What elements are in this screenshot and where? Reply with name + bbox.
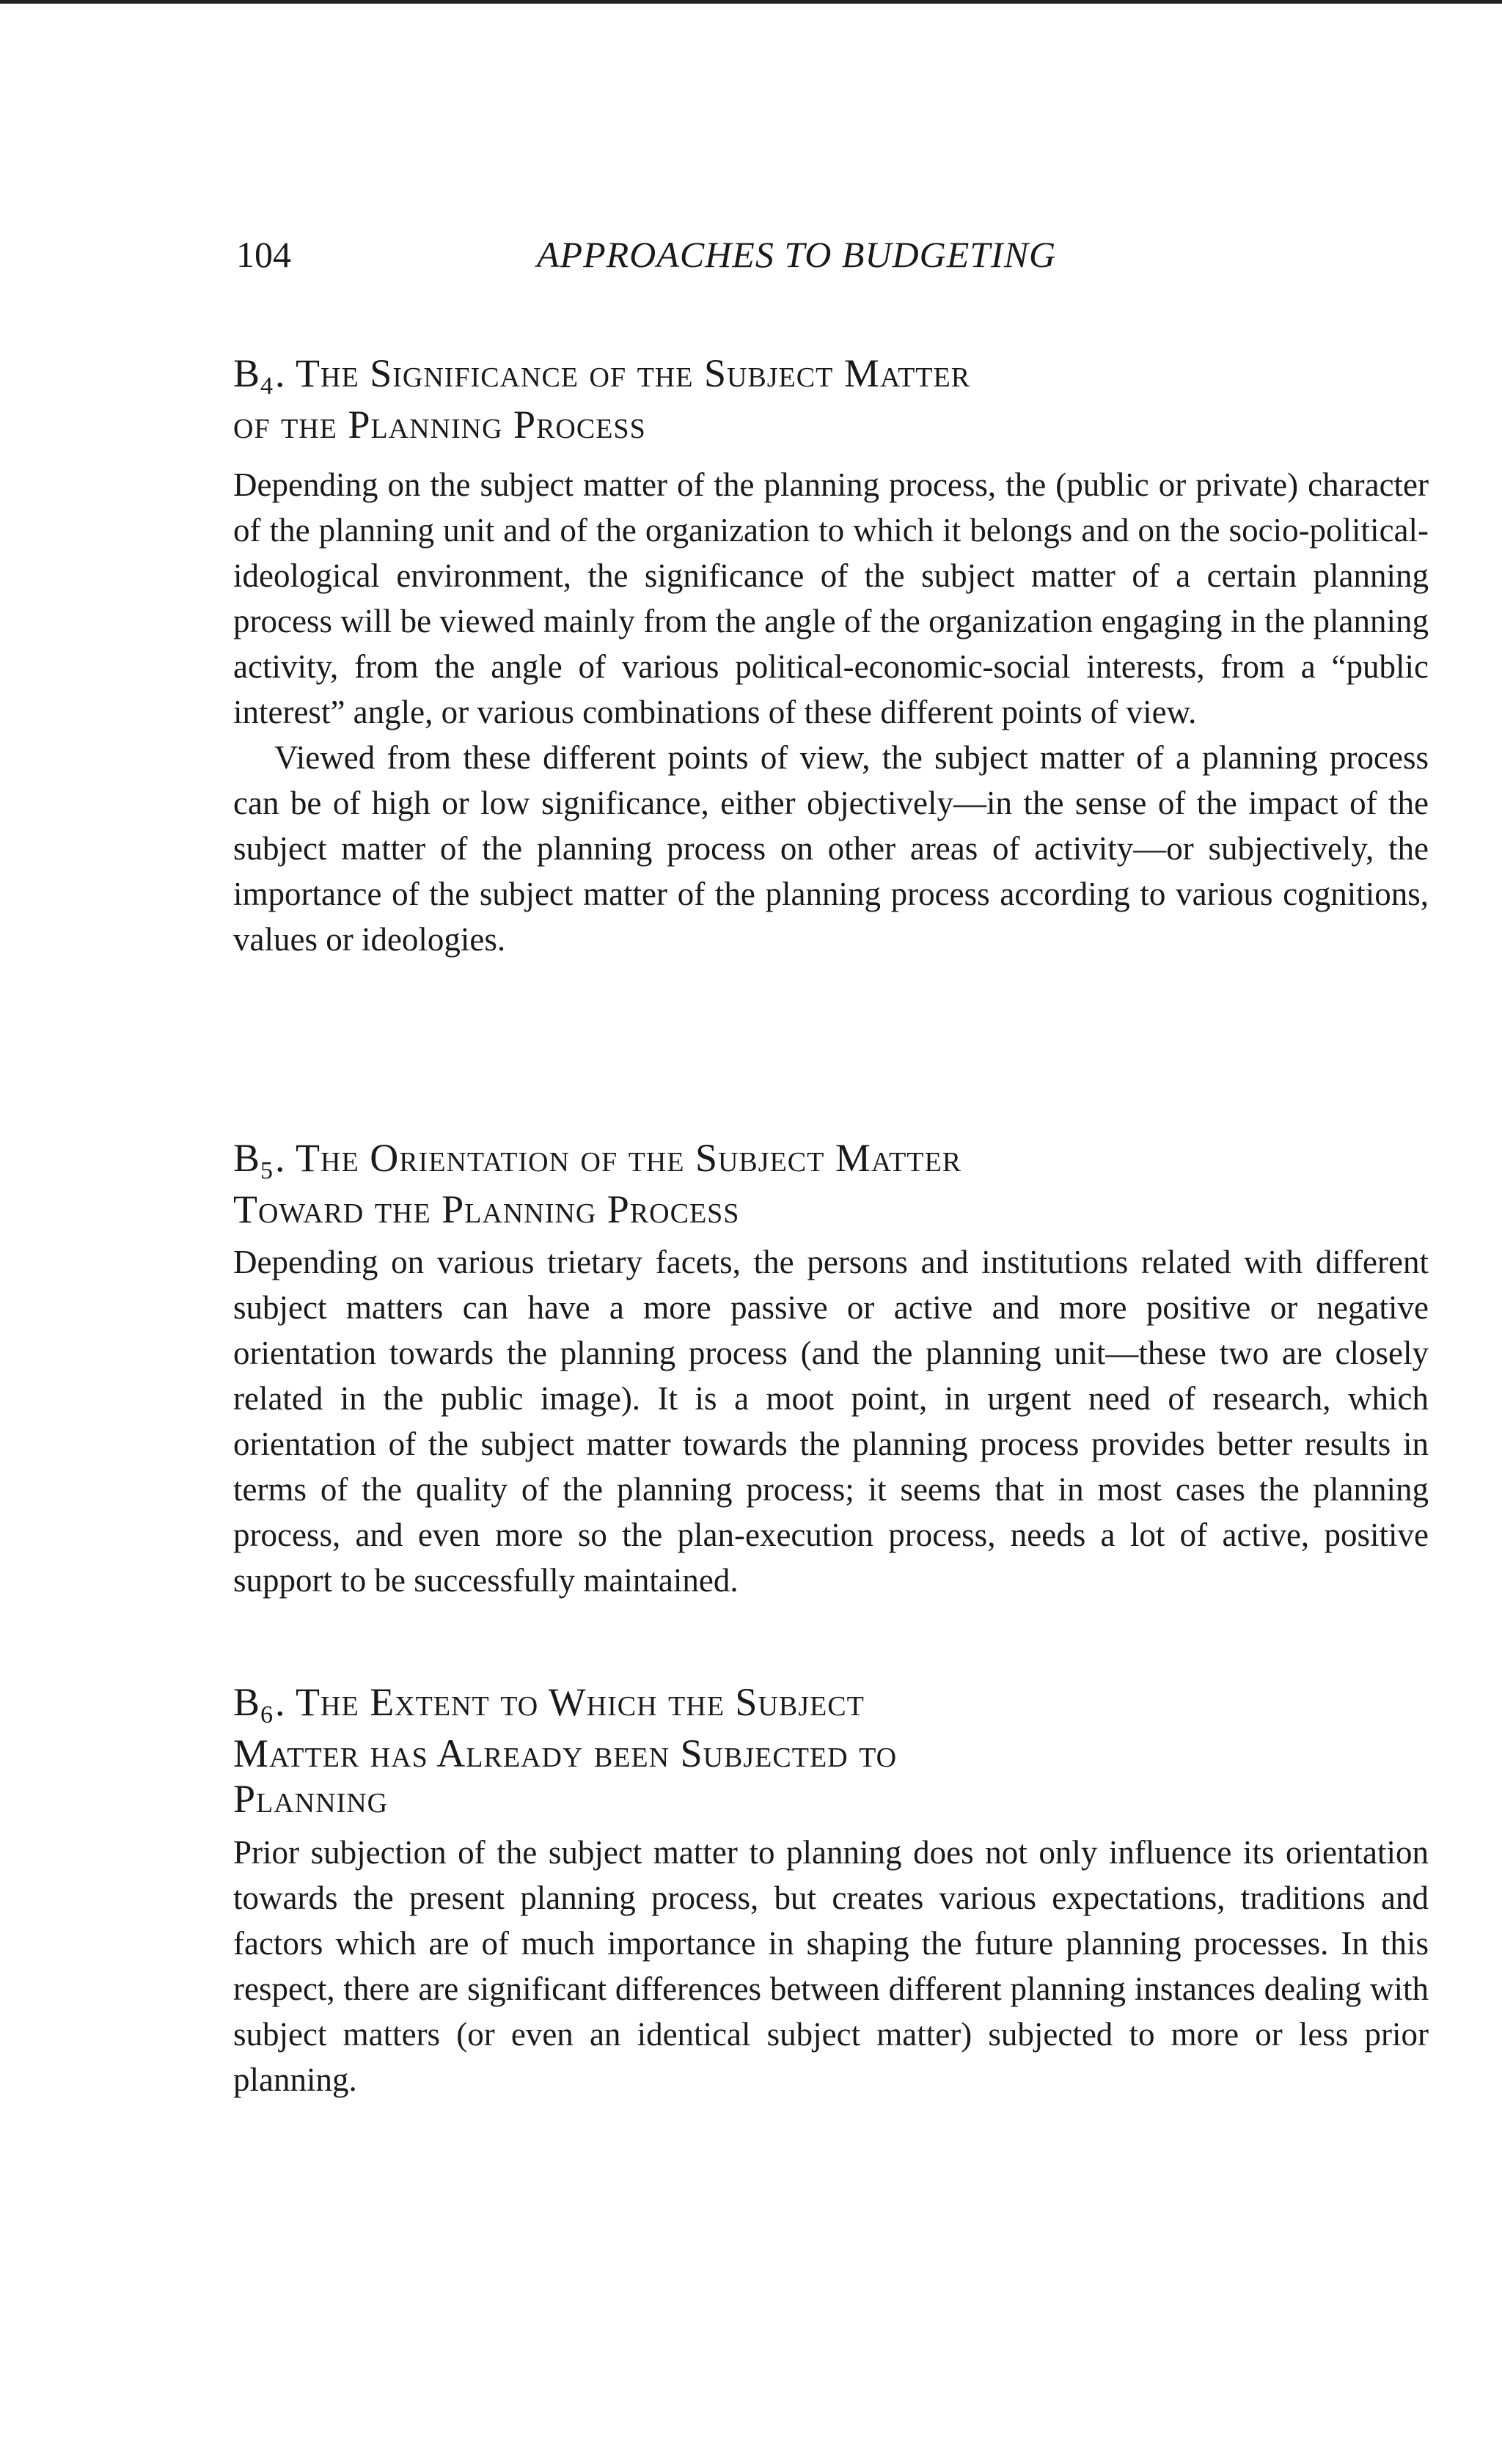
section-body-b4 <box>233 462 1429 962</box>
heading-line: Planning <box>233 1777 389 1821</box>
paragraph: Depending on the subject matter of the planning process, the (public or private) character of the planning unit and of the organization to which it belongs and on the socio-political-ideological environment, the significance of the subject matter of a certain planning process will be viewed mainly from the angle of the organization engaging in the planning activity, from the angle of various political-economic-social interests, from a “public interest” angle, or various combinations of these different points of view. <box>233 466 1429 730</box>
paragraph: Depending on various trietary facets, the persons and institutions related with different subject matters can have a more passive or active and more positive or negative orientation towards the planning process (and the planning unit—these two are closely related in the public image). It is a moot point, in urgent need of research, which orientation of the subject matter towards the planning process provides better results in terms of the quality of the planning process; it seems that in most cases the planning process, and even more so the plan-execution process, needs a lot of active, positive support to be successfully maintained. <box>233 1244 1429 1599</box>
page-top-rule <box>0 0 1502 4</box>
section-body-b6 <box>233 1830 1429 2102</box>
paragraph: Prior subjection of the subject matter to planning does not only influence its orientation towards the present planning process, but creates various expectations, traditions and factors which are of much importance in shaping the future planning processes. In this respect, there are significant differences between different planning instances dealing with subject matters (or even an identical subject matter) subjected to more or less prior planning. <box>233 1834 1429 2098</box>
heading-subscript: 4 <box>260 373 274 400</box>
section-heading-b4 <box>233 351 1436 447</box>
heading-subscript: 5 <box>260 1157 274 1184</box>
section-heading-b5 <box>233 1135 1436 1232</box>
page-number: 104 <box>236 234 291 275</box>
paragraph: Viewed from these different points of view, the subject matter of a planning process can be of high or low significance, either objectively—in the sense of the impact of the subject matter of the planning process on other areas of activity—or subjectively, the importance of the subject matter of the planning process according to various cognitions, values or ideologies. <box>233 739 1429 958</box>
heading-line: B6. The Extent to Which the Subject <box>233 1680 865 1728</box>
heading-line: Toward the Planning Process <box>233 1187 740 1231</box>
heading-subscript: 6 <box>260 1701 274 1728</box>
section-body-b5 <box>233 1239 1429 1603</box>
heading-line: B5. The Orientation of the Subject Matter <box>233 1136 962 1184</box>
running-title: APPROACHES TO BUDGETING <box>537 234 1057 275</box>
section-heading-b6 <box>233 1679 1436 1822</box>
heading-line: Matter has Already been Subjected to <box>233 1731 898 1775</box>
heading-line: B4. The Significance of the Subject Matter <box>233 351 971 400</box>
heading-line: of the Planning Process <box>233 403 646 447</box>
running-head <box>236 233 1424 292</box>
